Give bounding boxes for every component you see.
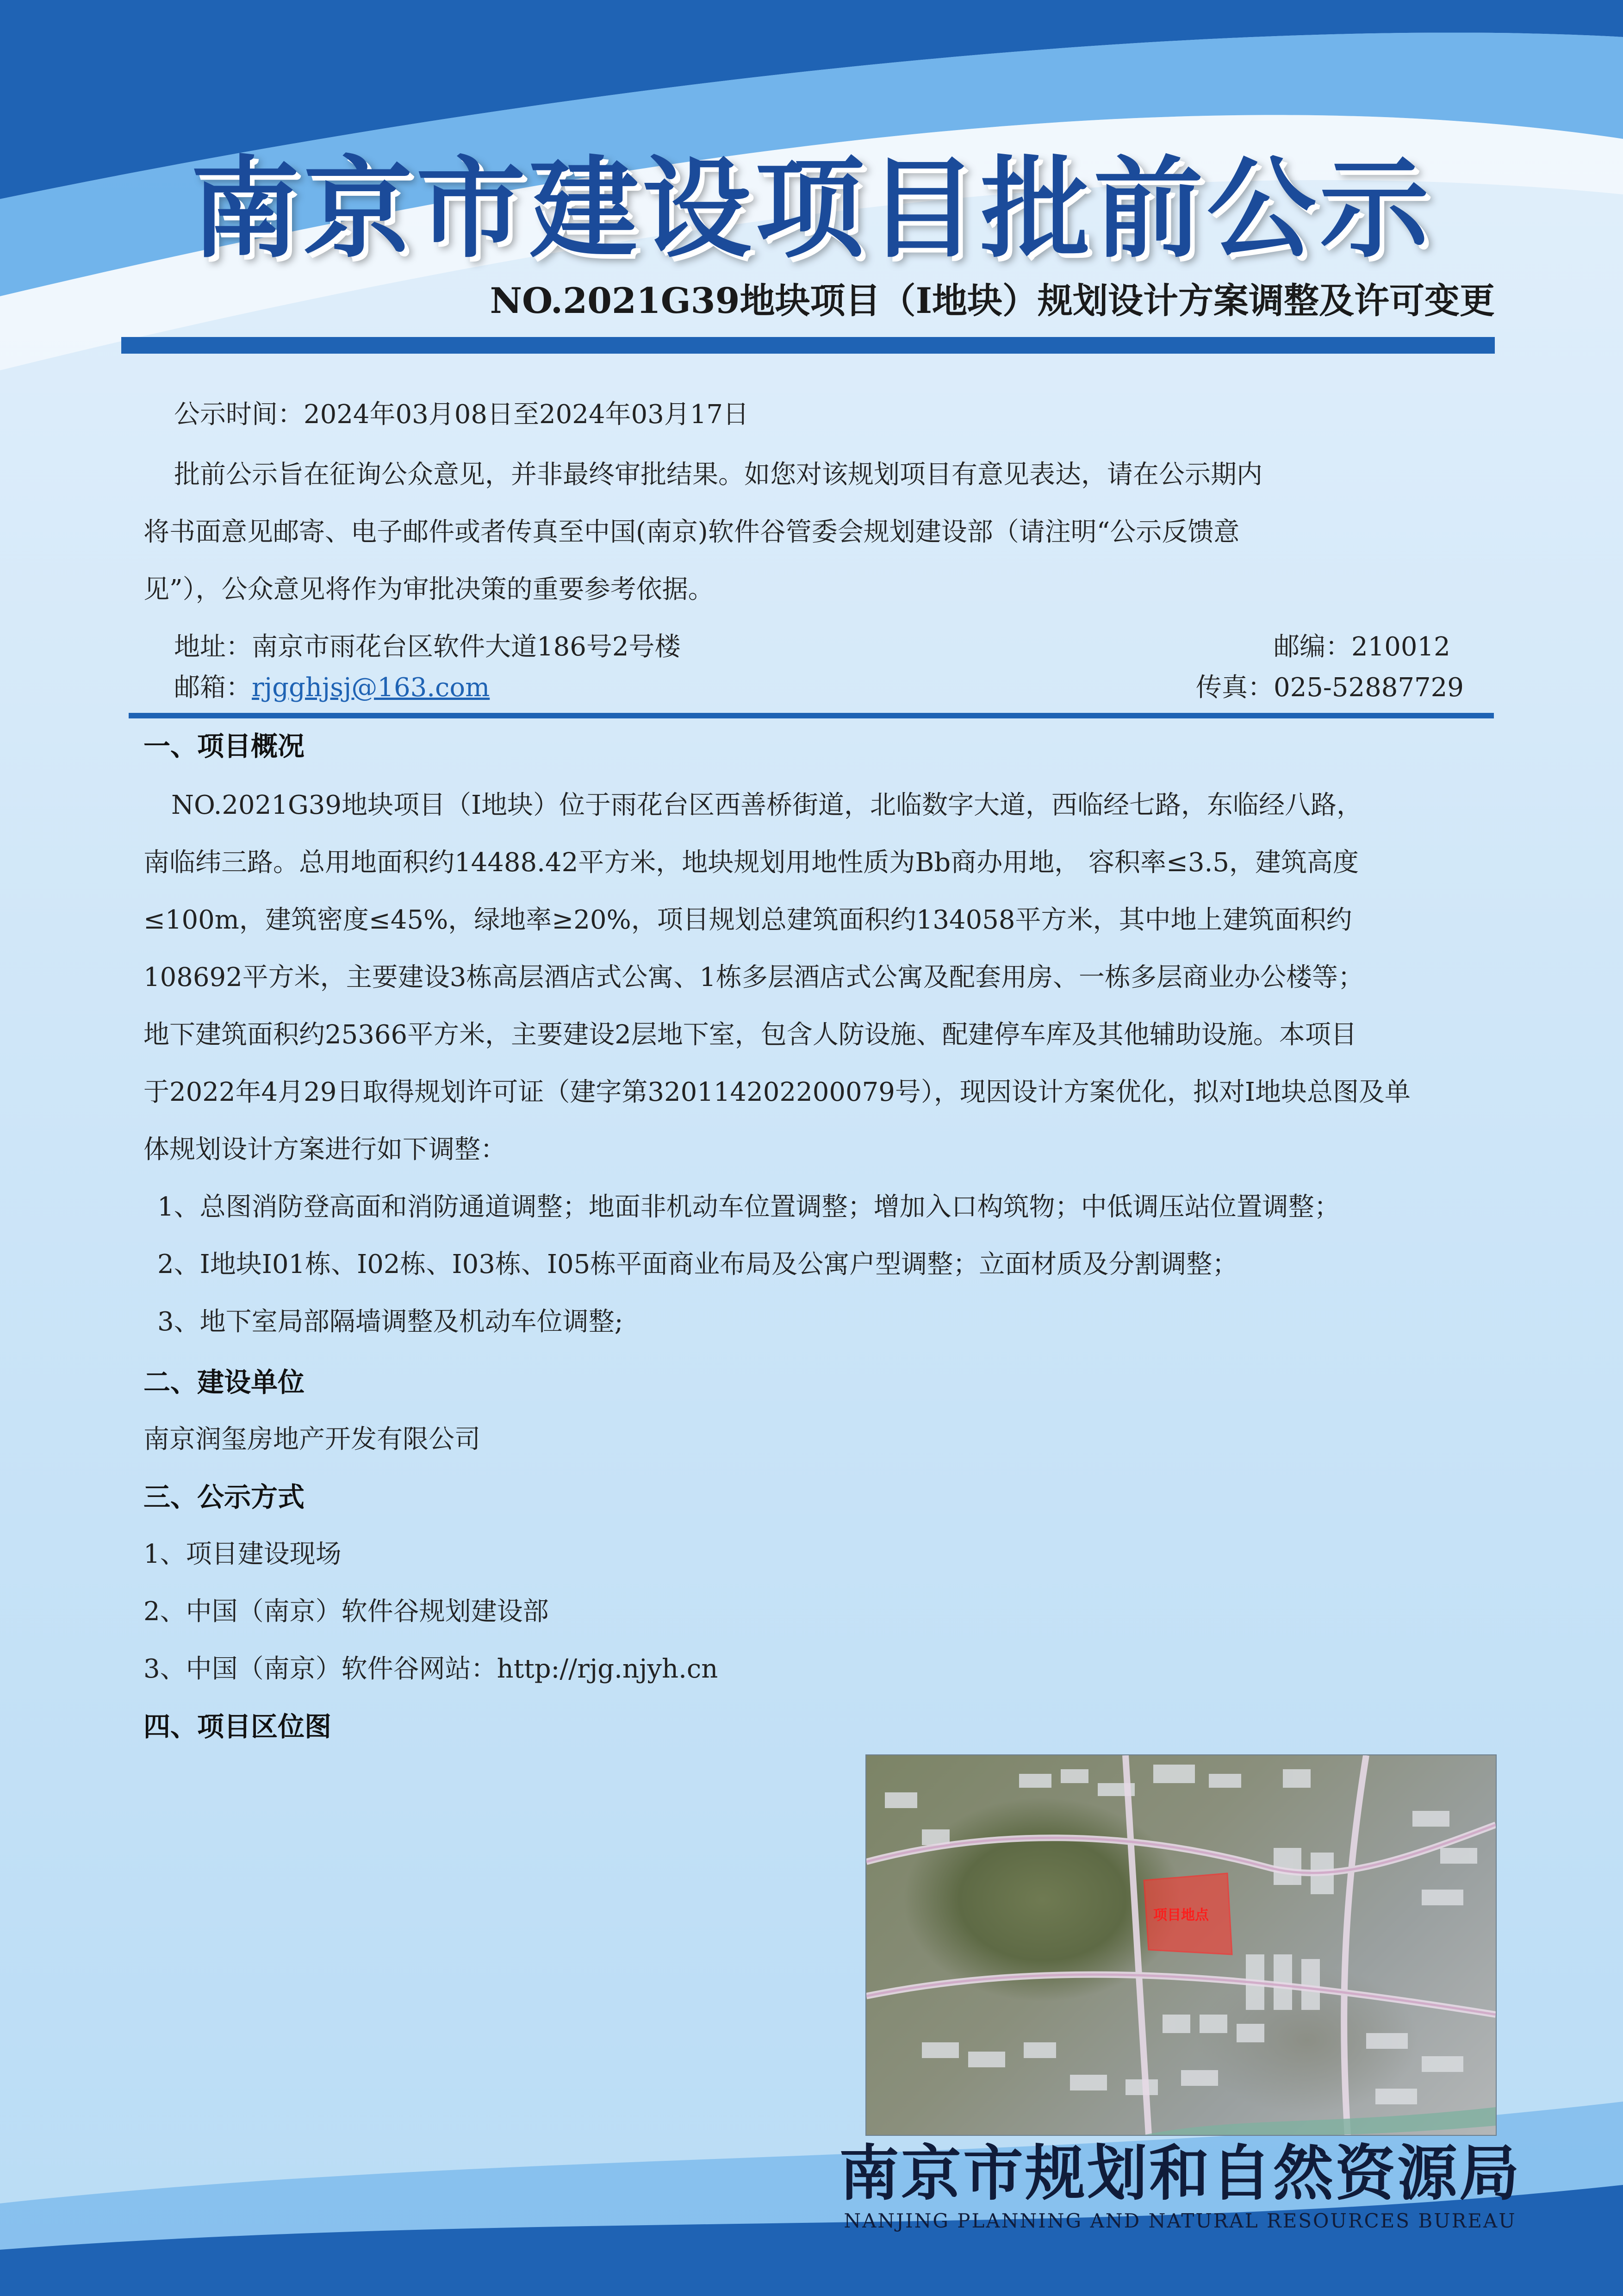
overview-line: 南临纬三路。总用地面积约14488.42平方米，地块规划用地性质为Bb商办用地， 容积率≤3.5，建筑高度 <box>143 848 1359 878</box>
method-item: 3、中国（南京）软件谷网站：http://rjg.njyh.cn <box>143 1654 718 1684</box>
contact-divider <box>129 713 1494 718</box>
section-method-heading: 三、公示方式 <box>143 1481 305 1513</box>
notice-intro-line-2: 将书面意见邮寄、电子邮件或者传真至中国(南京)软件谷管委会规划建设部（请注明“公示反馈意 <box>143 517 1240 547</box>
notice-intro-line-1: 批前公示旨在征询公众意见，并非最终审批结果。如您对该规划项目有意见表达，请在公示期内 <box>174 460 1262 490</box>
overview-line: NO.2021G39地块项目（I地块）位于雨花台区西善桥街道，北临数字大道，西临经七路，东临经八路， <box>171 790 1363 820</box>
contact-postcode: 邮编：210012 <box>1274 632 1450 662</box>
title-divider <box>121 337 1495 354</box>
project-subtitle: NO.2021G39地块项目（I地块）规划设计方案调整及许可变更 <box>490 280 1495 321</box>
bureau-name-en: NANJING PLANNING AND NATURAL RESOURCES BUREAU <box>844 2209 1517 2232</box>
construction-unit-name: 南京润玺房地产开发有限公司 <box>143 1424 480 1454</box>
adjustment-item: 2、I地块I01栋、I02栋、I03栋、I05栋平面商业布局及公寓户型调整；立面材质及分割调整； <box>157 1249 1238 1279</box>
bureau-name-cn: 南京市规划和自然资源局 <box>839 2138 1521 2209</box>
contact-address: 地址：南京市雨花台区软件大道186号2号楼 <box>174 632 681 662</box>
overview-line: ≤100m，建筑密度≤45%，绿地率≥20%，项目规划总建筑面积约134058平方米，其中地上建筑面积约 <box>143 905 1352 935</box>
page-title: 南京市建设项目批前公示 <box>190 144 1433 273</box>
project-site-label: 项目地点 <box>1153 1907 1209 1923</box>
river <box>1144 2107 1496 2135</box>
overview-line: 108692平方米，主要建设3栋高层酒店式公寓、1栋多层酒店式公寓及配套用房、一栋多层商业办公楼等； <box>143 962 1364 992</box>
contact-email-row <box>174 669 490 706</box>
overview-line: 体规划设计方案进行如下调整： <box>143 1135 506 1165</box>
notice-period: 公示时间：2024年03月08日至2024年03月17日 <box>174 399 749 430</box>
adjustment-item: 1、总图消防登高面和消防通道调整；地面非机动车位置调整；增加入口构筑物；中低调压站位置调整； <box>157 1192 1340 1222</box>
contact-fax: 传真：025-52887729 <box>1196 673 1464 703</box>
contact-email-link[interactable]: rjgghjsj@163.com <box>252 673 490 703</box>
section-overview-heading: 一、项目概况 <box>143 730 305 762</box>
overview-line: 于2022年4月29日取得规划许可证（建字第320114202200079号），现因设计方案优化，拟对I地块总图及单 <box>143 1077 1411 1107</box>
satellite-map-image <box>866 1755 1496 2135</box>
method-item: 2、中国（南京）软件谷规划建设部 <box>143 1597 549 1627</box>
adjustment-item: 3、地下室局部隔墙调整及机动车位调整; <box>157 1307 623 1337</box>
section-unit-heading: 二、建设单位 <box>143 1366 305 1398</box>
location-map <box>865 1754 1497 2136</box>
method-item: 1、项目建设现场 <box>143 1539 342 1569</box>
overview-line: 地下建筑面积约25366平方米，主要建设2层地下室，包含人防设施、配建停车库及其他辅助设施。本项目 <box>143 1020 1357 1050</box>
section-location-heading: 四、项目区位图 <box>143 1711 332 1742</box>
notice-intro-line-3: 见”），公众意见将作为审批决策的重要参考依据。 <box>143 574 714 605</box>
contact-email-label: 邮箱： <box>174 673 252 703</box>
